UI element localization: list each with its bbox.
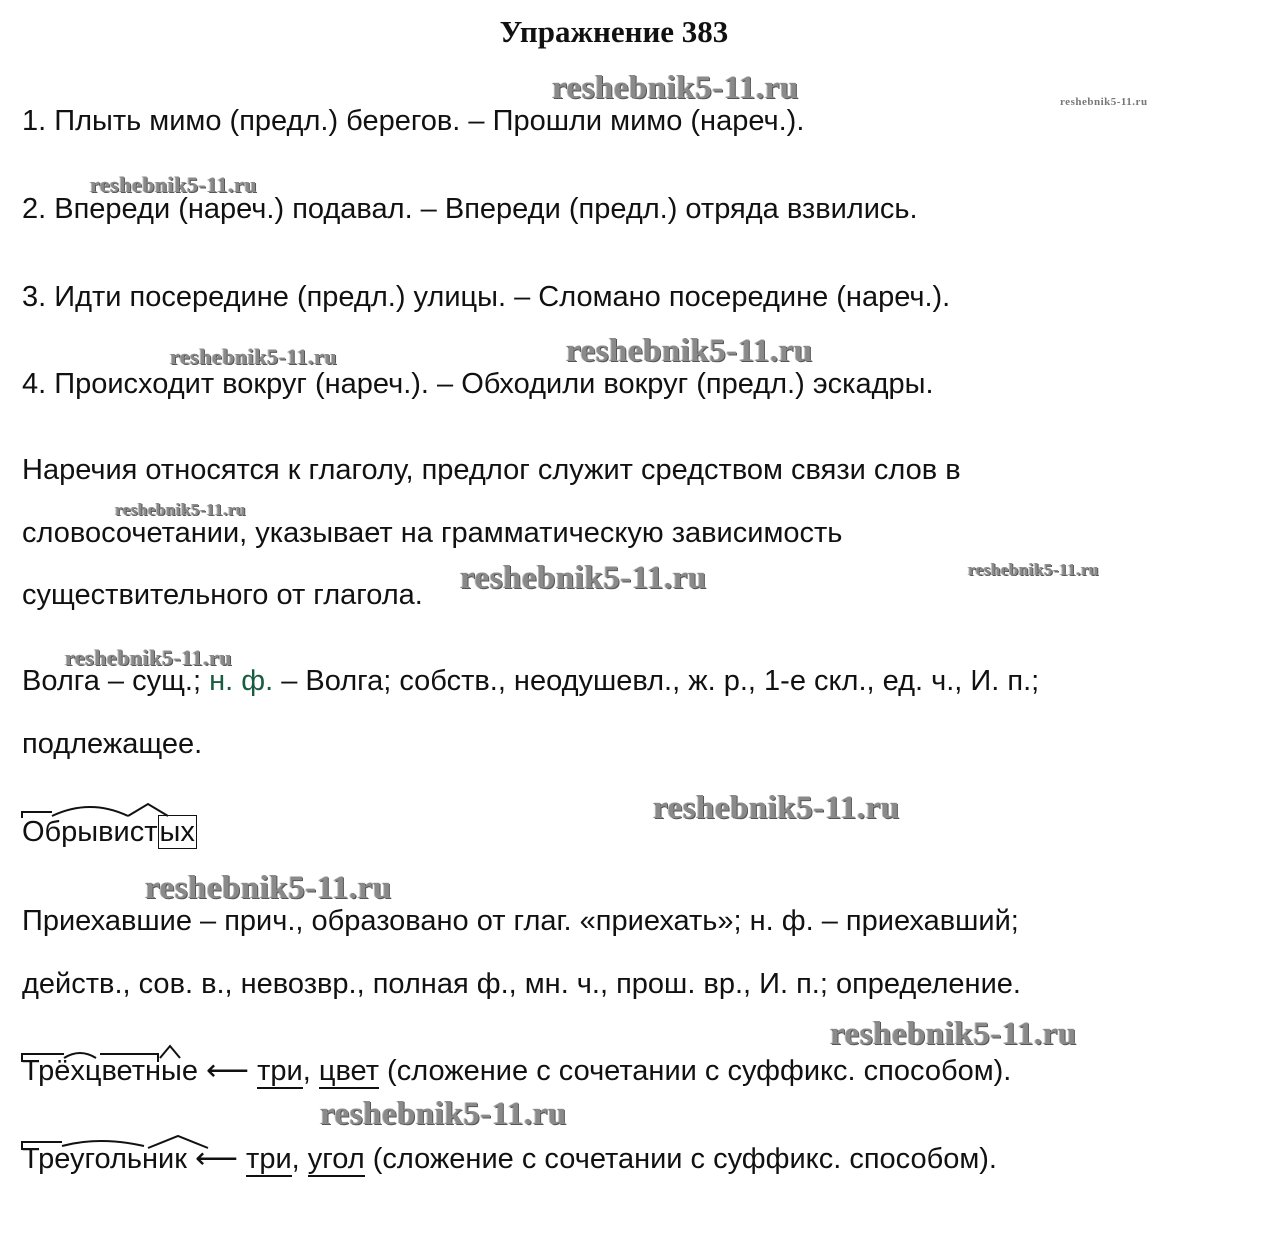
separator: ,	[302, 1055, 311, 1087]
root-arc	[64, 1053, 96, 1058]
watermark: reshebnik5-11.ru	[653, 790, 900, 826]
watermark: reshebnik5-11.ru	[552, 70, 799, 106]
item-1: 1. Плыть мимо (предл.) берегов. – Прошли мимо (нареч.).	[22, 105, 805, 137]
root-bracket	[22, 1054, 64, 1062]
root-bracket	[100, 1054, 158, 1062]
method-text: (сложение с сочетании с суффикс. способом).	[379, 1055, 1012, 1087]
derived-word: Трёхцветные	[22, 1055, 198, 1087]
item-2: 2. Впереди (нареч.) подавал. – Впереди (предл.) отряда взвились.	[22, 193, 918, 225]
watermark: reshebnik5-11.ru	[830, 1016, 1077, 1052]
volga-text-c: – Волга; собств., неодушевл., ж. р., 1-е скл., ед. ч., И. п.;	[273, 665, 1040, 697]
volga-nf: н. ф.	[209, 665, 274, 697]
paragraph-line-2: словосочетании, указывает на грамматическую зависимость	[22, 517, 843, 549]
paragraph-line-1: Наречия относятся к глаголу, предлог служит средством связи слов в	[22, 454, 961, 486]
item-4: 4. Происходит вокруг (нареч.). – Обходили вокруг (предл.) эскадры.	[22, 368, 934, 400]
participle-analysis-line-2: действ., сов. в., невозвр., полная ф., мн. ч., прош. вр., И. п.; определение.	[22, 968, 1021, 1000]
watermark: reshebnik5-11.ru	[1060, 96, 1148, 108]
word-ending-box: ых	[159, 816, 195, 848]
root-arc	[62, 1141, 144, 1146]
watermark: reshebnik5-11.ru	[566, 333, 813, 369]
watermark: reshebnik5-11.ru	[115, 500, 246, 519]
watermark: reshebnik5-11.ru	[170, 344, 338, 369]
derived-word: Треугольник	[22, 1143, 187, 1175]
watermark: reshebnik5-11.ru	[90, 172, 258, 197]
watermark: reshebnik5-11.ru	[65, 645, 233, 670]
root-bracket	[22, 1142, 62, 1150]
root-arc	[52, 807, 128, 816]
base-word: три	[257, 1055, 303, 1087]
volga-analysis-line-2: подлежащее.	[22, 728, 203, 760]
watermark: reshebnik5-11.ru	[320, 1096, 567, 1132]
suffix-mark	[148, 1136, 208, 1148]
item-3: 3. Идти посередине (предл.) улицы. – Сломано посередине (нареч.).	[22, 281, 951, 313]
base-word: угол	[307, 1143, 365, 1175]
suffix-mark	[160, 1046, 180, 1058]
arrow-left-icon: ⟵	[194, 1142, 238, 1175]
arrow-left-icon: ⟵	[206, 1054, 250, 1087]
prefix-mark	[22, 812, 52, 818]
suffix-mark	[128, 804, 168, 816]
base-word: цвет	[318, 1055, 379, 1087]
page-title: Упражнение 383	[499, 14, 729, 49]
base-word: три	[246, 1143, 292, 1175]
watermark: reshebnik5-11.ru	[460, 560, 707, 596]
method-text: (сложение с сочетании с суффикс. способом).	[364, 1143, 997, 1175]
watermark: reshebnik5-11.ru	[968, 560, 1099, 579]
paragraph-line-3: существительного от глагола.	[22, 579, 423, 611]
separator: ,	[291, 1143, 300, 1175]
volga-text-a: Волга – сущ.;	[22, 665, 210, 697]
word-stem: Обрывист	[22, 816, 158, 848]
watermark: reshebnik5-11.ru	[145, 870, 392, 906]
participle-analysis-line-1: Приехавшие – прич., образовано от глаг. «приехать»; н. ф. – приехавший;	[22, 905, 1019, 937]
